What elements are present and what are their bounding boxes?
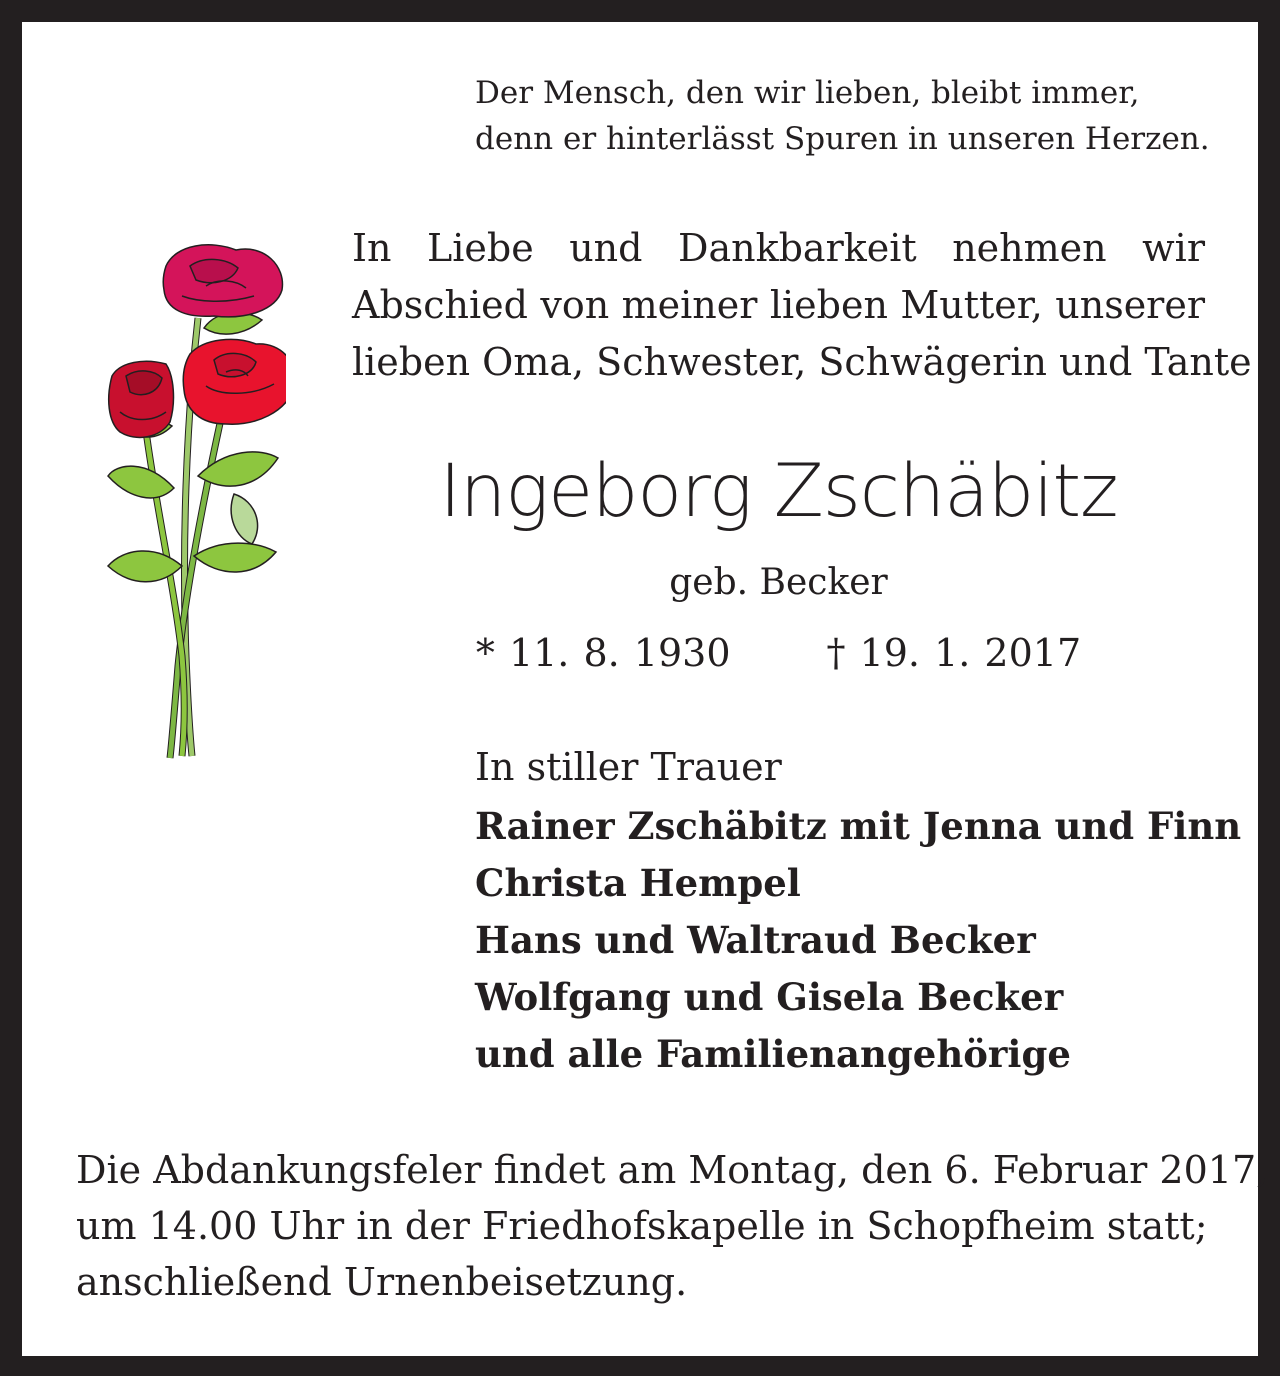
mourner-name: Rainer Zschäbitz mit Jenna und Finn [475,804,1242,848]
death-date: † 19. 1. 2017 [826,631,1082,675]
service-line-2: um 14.00 Uhr in der Friedhofskapelle in Schopfheim statt; [76,1204,1208,1248]
mourner-name: Wolfgang und Gisela Becker [475,975,1064,1019]
service-details [76,1142,1269,1310]
intro-line-2: Abschied von meiner lieben Mutter, unserer [352,283,1205,327]
mourner-name: Hans und Waltraud Becker [475,918,1036,962]
obituary-notice [22,22,1269,1356]
intro-line-3: lieben Oma, Schwester, Schwägerin und Tante [352,340,1252,384]
maiden-name: geb. Becker [669,562,888,603]
birth-date: * 11. 8. 1930 [475,631,731,675]
service-line-3: anschließend Urnenbeisetzung. [76,1260,688,1304]
roses-illustration [86,226,286,766]
motto-line-1: Der Mensch, den wir lieben, bleibt immer, [475,75,1140,111]
mourning-heading: In stiller Trauer [475,745,782,789]
farewell-intro [352,220,1252,391]
mourner-name: und alle Familienangehörige [475,1032,1071,1076]
mourner-name: Christa Hempel [475,861,801,905]
deceased-name: Ingeborg Zschäbitz [439,449,1118,534]
service-line-1: Die Abdankungsfeler findet am Montag, den 6. Februar 2017, [76,1148,1269,1192]
intro-line-1: In Liebe und Dankbarkeit nehmen wir [352,226,1205,270]
mourners-list [475,798,1241,1083]
motto [475,70,1210,162]
motto-line-2: denn er hinterlässt Spuren in unseren Herzen. [475,121,1210,157]
life-dates [352,627,1205,679]
